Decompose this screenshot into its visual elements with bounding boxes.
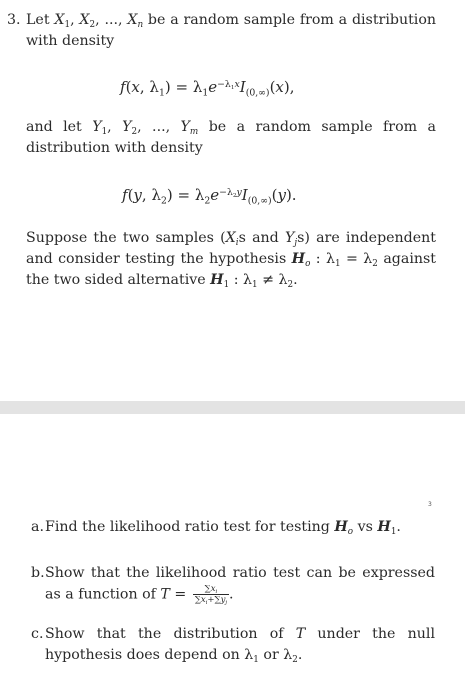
part-b: [31, 563, 435, 606]
page-divider: [0, 401, 465, 414]
hypothesis-paragraph: Suppose the two samples ($X_is$ and $Y_js$) are independent and consider testing the hypothesis $H_o$ : $\lambda_1 = \lambda_2$ against the two sided alternative $H_1$ : $\lambda_1 \ne \lambda_2$.: [26, 230, 437, 291]
t-statistic-fraction: $\frac{\sum x_i}{\sum x_i+\sum y_j}$: [194, 584, 228, 606]
part-a-text: Find the likelihood ratio test for testing $H_o$ vs $H_1$.: [45, 519, 401, 538]
part-c-text: Show that the distribution of T under the null hypothesis does depend on $\lambda_1$ or $\lambda_2$.: [45, 626, 435, 666]
density-y-equation: f(y, $\lambda_2) = \lambda_2e^{-\lambda_2y}I_{(0,\infty)}(y)$.: [122, 186, 297, 207]
part-b-label: b.: [31, 565, 45, 581]
part-c: [31, 624, 435, 666]
part-c-label: c.: [31, 626, 44, 642]
problem-number: 3.: [7, 12, 21, 28]
intro-paragraph-2: and let $Y_1$, $Y_2$, ..., $Y_m$ be a random sample from a distribution with density: [26, 119, 436, 156]
intro-paragraph-1: 3. Let $X_1$, $X_2$, ..., $X_n$ be a random sample from a distribution with density: [7, 12, 436, 49]
density-x-equation: f(x, $\lambda_1) = \lambda_1e^{-\lambda_1x}I_{(0,\infty)}(x)$,: [120, 78, 295, 99]
page-number: 3: [428, 501, 432, 508]
part-a: [31, 517, 435, 538]
part-a-label: a.: [31, 519, 44, 535]
part-b-text: Show that the likelihood ratio test can be expressed as a function of T = $\frac{\sum x_i}{\sum x_i+\sum y_j}$ .: [45, 565, 435, 606]
